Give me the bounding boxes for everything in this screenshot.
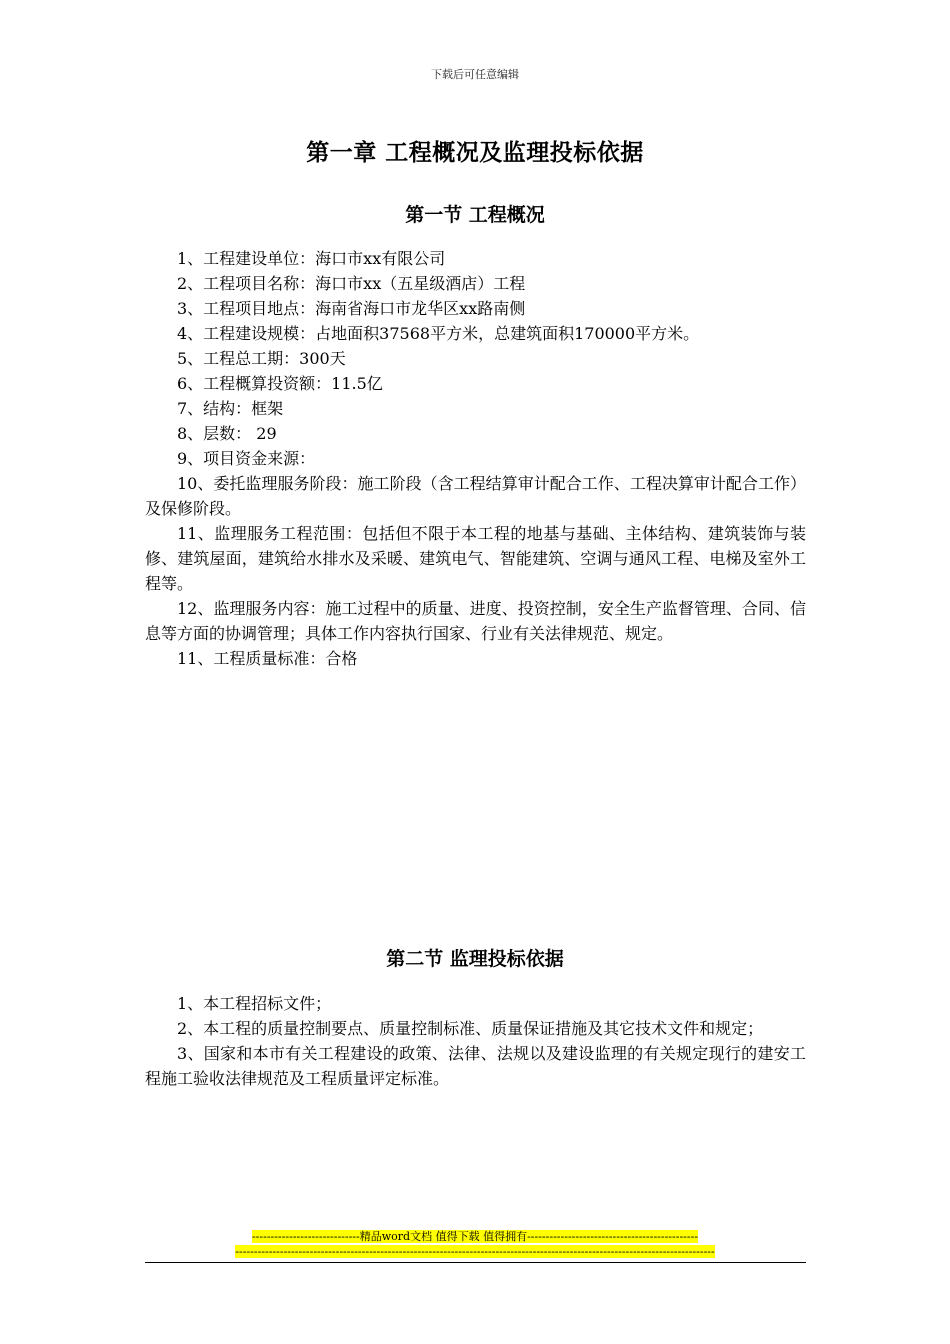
chapter-title: 第一章 工程概况及监理投标依据 — [306, 140, 644, 166]
basis-item: 2、本工程的质量控制要点、质量控制标准、质量保证措施及其它技术文件和规定； — [177, 1019, 764, 1038]
section-title-overview: 第一节 工程概况 — [405, 204, 545, 226]
overview-item: 5、工程总工期：300天 — [177, 349, 346, 368]
overview-item: 6、工程概算投资额：11.5亿 — [177, 374, 383, 393]
overview-item: 1、工程建设单位：海口市xx有限公司 — [177, 249, 446, 268]
overview-item: 10、委托监理服务阶段：施工阶段（含工程结算审计配合工作、工程决算审计配合工作）及保修阶段。 — [145, 474, 806, 518]
overview-item: 9、项目资金来源： — [177, 449, 316, 468]
overview-list — [145, 246, 806, 671]
footer-dash-text: --------------------------------------------------------------------------------------------------------------------------------- — [235, 1245, 715, 1258]
basis-item: 1、本工程招标文件； — [177, 994, 332, 1013]
basis-item: 3、国家和本市有关工程建设的政策、法律、法规以及建设监理的有关规定现行的建安工程施工验收法律规范及工程质量评定标准。 — [145, 1044, 806, 1088]
overview-item: 7、结构：框架 — [177, 399, 284, 418]
header-note: 下载后可任意编辑 — [431, 68, 519, 81]
overview-item: 2、工程项目名称：海口市xx（五星级酒店）工程 — [177, 274, 526, 293]
section-title-basis: 第二节 监理投标依据 — [386, 948, 564, 970]
footer-dash-line — [0, 1245, 950, 1259]
basis-list — [145, 991, 806, 1091]
footer-banner-text: -----------------------------精品word文档 值得下载 值得拥有---------------------------------------------- — [251, 1230, 699, 1243]
overview-item: 4、工程建设规模：占地面积37568平方米，总建筑面积170000平方米。 — [177, 324, 700, 343]
overview-item: 3、工程项目地点：海南省海口市龙华区xx路南侧 — [177, 299, 526, 318]
footer-rule — [145, 1262, 806, 1263]
overview-item: 12、监理服务内容：施工过程中的质量、进度、投资控制，安全生产监督管理、合同、信息等方面的协调管理；具体工作内容执行国家、行业有关法律规范、规定。 — [145, 599, 806, 643]
overview-item: 8、层数： 29 — [177, 424, 277, 443]
overview-item: 11、工程质量标准：合格 — [177, 649, 358, 668]
overview-item: 11、监理服务工程范围：包括但不限于本工程的地基与基础、主体结构、建筑装饰与装修、建筑屋面，建筑给水排水及采暖、建筑电气、智能建筑、空调与通风工程、电梯及室外工程等。 — [145, 524, 806, 593]
footer-banner — [0, 1230, 950, 1244]
